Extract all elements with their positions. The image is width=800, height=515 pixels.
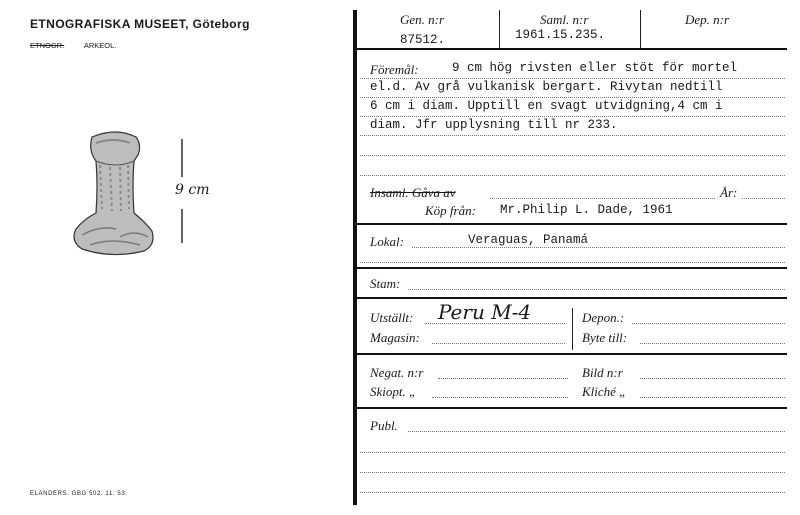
dotline	[360, 175, 785, 176]
utstallt-label: Utställt:	[370, 310, 414, 325]
dotline	[640, 397, 785, 398]
depon-label: Depon.:	[582, 310, 625, 325]
dotline	[432, 343, 565, 344]
byte-label: Byte till:	[582, 330, 628, 345]
dotline	[408, 289, 785, 290]
dotline	[360, 97, 785, 98]
saml-value: 1961.15.235.	[515, 28, 606, 42]
dotline	[432, 397, 568, 398]
skiopt-label: Skiopt. „	[370, 384, 417, 399]
magasin-label: Magasin:	[370, 330, 420, 345]
foremal-line-1: 9 cm hög rivsten eller stöt för mortel	[452, 61, 738, 75]
dotline	[742, 198, 785, 199]
divider-gen-saml	[499, 10, 500, 48]
rule-after-kop	[357, 223, 787, 225]
foremal-line-2: el.d. Av grå vulkanisk bergart. Rivytan nedtill	[370, 80, 723, 94]
card-spine	[353, 10, 357, 505]
dotline	[360, 452, 785, 453]
lokal-value: Veraguas, Panamá	[468, 233, 589, 247]
dotline	[360, 262, 785, 263]
department-struck: ETNOGR.	[30, 41, 65, 50]
stam-label: Stam:	[370, 276, 401, 291]
publ-label: Publ.	[370, 418, 398, 433]
rule-after-lokal	[357, 267, 787, 269]
gen-value: 87512.	[400, 33, 446, 47]
dotline	[640, 378, 785, 379]
dotline	[360, 135, 785, 136]
dotline	[360, 116, 785, 117]
dotline	[640, 343, 785, 344]
dotline	[360, 472, 785, 473]
lokal-label: Lokal:	[370, 234, 404, 249]
dotline	[632, 323, 785, 324]
department: ARKEOL.	[83, 41, 117, 50]
ar-label: År:	[720, 185, 738, 200]
dotline	[360, 78, 785, 79]
pestle-drawing	[74, 132, 153, 255]
foremal-line-4: diam. Jfr upplysning till nr 233.	[370, 118, 618, 132]
kop-value: Mr.Philip L. Dade, 1961	[500, 203, 673, 217]
kop-label: Köp från:	[425, 203, 476, 218]
dotline	[490, 198, 715, 199]
printer-note: ELANDERS. GBG 502. 11. 53.	[30, 491, 128, 497]
dotline	[412, 247, 785, 248]
dotline	[360, 155, 785, 156]
saml-label: Saml. n:r	[540, 12, 589, 27]
museum-title: ETNOGRAFISKA MUSEET, Göteborg	[30, 17, 250, 31]
kliche-label: Kliché „	[582, 384, 627, 399]
dotline	[360, 492, 785, 493]
bild-label: Bild n:r	[582, 365, 623, 380]
dep-label: Dep. n:r	[685, 12, 730, 27]
insaml-label: Insaml. Gåva av	[370, 185, 456, 200]
dotline	[408, 431, 785, 432]
utstallt-value: Peru M-4	[438, 300, 532, 324]
divider-utstallt-depon	[572, 308, 573, 350]
foremal-label: Föremål:	[370, 62, 419, 77]
rule-after-numbers	[357, 48, 787, 50]
divider-saml-dep	[640, 10, 641, 48]
negat-label: Negat. n:r	[370, 365, 424, 380]
gen-label: Gen. n:r	[400, 12, 445, 27]
rule-after-kliche	[357, 407, 787, 409]
department-line	[30, 41, 116, 50]
dotline	[425, 323, 565, 324]
foremal-line-3: 6 cm i diam. Upptill en svagt utvidgning,4 cm i	[370, 99, 723, 113]
dotline	[438, 378, 568, 379]
scale-note: 9 cm	[175, 182, 210, 198]
rule-after-stam	[357, 297, 787, 299]
rule-after-magasin	[357, 353, 787, 355]
